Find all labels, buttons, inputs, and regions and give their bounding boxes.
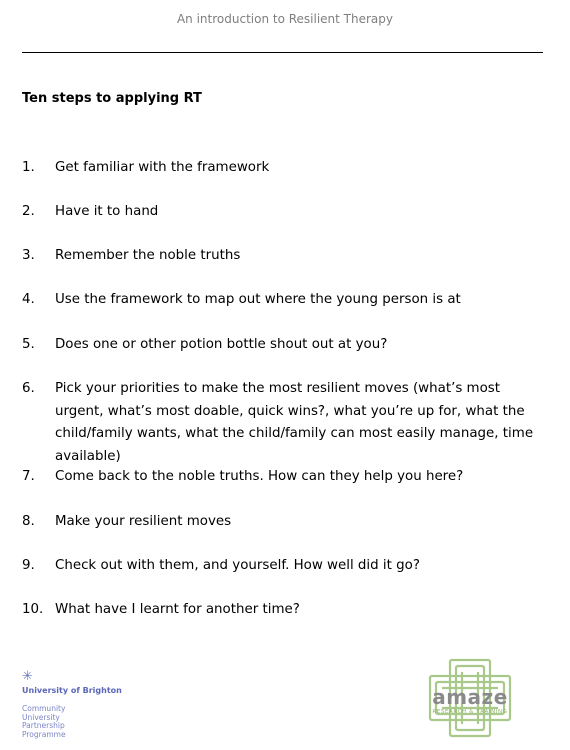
list-item (22, 334, 547, 357)
step-text: Check out with them, and yourself. How well did it go? (55, 558, 420, 573)
header-divider (22, 52, 543, 53)
step-number: 3. (22, 248, 35, 263)
step-number: 7. (22, 469, 35, 484)
step-number: 6. (22, 381, 35, 396)
step-text: Pick your priorities to make the most resilient moves (what’s most urgent, what’s most doable, quick wins?, what you’re up for, what the child/family wants, what the child/family can most easily manage, time available) (55, 381, 534, 464)
programme-line: University (22, 712, 60, 722)
step-number: 9. (22, 558, 35, 573)
list-item (22, 511, 547, 534)
step-number: 8. (22, 514, 35, 529)
list-item (22, 289, 547, 312)
programme-name (22, 705, 152, 739)
brighton-star-icon: ✳ (22, 669, 33, 684)
list-item (22, 466, 547, 489)
university-name: University of Brighton (22, 686, 122, 695)
programme-line: Programme (22, 729, 66, 739)
list-item (22, 378, 547, 468)
section-title: Ten steps to applying RT (22, 91, 202, 106)
step-text: Get familiar with the framework (55, 160, 270, 175)
amaze-logo (428, 658, 512, 738)
step-number: 5. (22, 337, 35, 352)
step-text: Make your resilient moves (55, 514, 232, 529)
step-text: Remember the noble truths (55, 248, 241, 263)
list-item (22, 201, 547, 224)
step-text: Come back to the noble truths. How can they help you here? (55, 469, 464, 484)
header-title: An introduction to Resilient Therapy (176, 12, 394, 26)
programme-line: Community (22, 704, 66, 713)
step-text: Have it to hand (55, 204, 159, 219)
step-text: Use the framework to map out where the young person is at (55, 292, 461, 307)
step-number: 10. (22, 602, 44, 617)
step-text: What have I learnt for another time? (55, 602, 300, 617)
programme-line: Partnership (22, 721, 65, 730)
list-item (22, 157, 547, 180)
amaze-tagline: RESEARCH & TRAINING (432, 709, 508, 715)
list-item (22, 555, 547, 578)
list-item (22, 599, 547, 622)
university-of-brighton-logo (22, 670, 152, 739)
list-item (22, 245, 547, 268)
step-number: 1. (22, 160, 35, 175)
step-text: Does one or other potion bottle shout out at you? (55, 337, 388, 352)
amaze-wordmark: amaze (432, 685, 508, 709)
step-number: 2. (22, 204, 35, 219)
step-number: 4. (22, 292, 35, 307)
